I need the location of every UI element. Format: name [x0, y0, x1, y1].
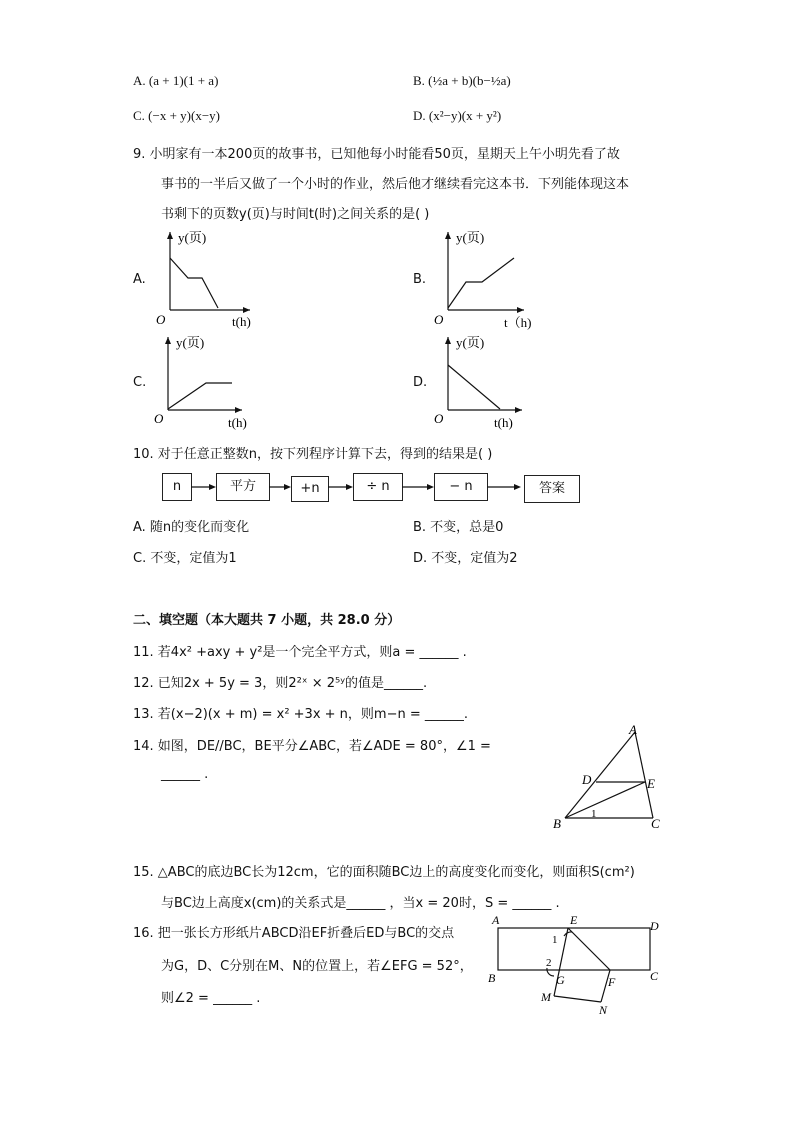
q14-line-1: 14. 如图，DE//BC，BE平分∠ABC，若∠ADE = 80°，∠1 = — [133, 739, 491, 754]
x-axis-label: t（h) — [504, 315, 532, 330]
q10-option-c: C. 不变，定值为1 — [133, 551, 237, 566]
q9-graph-a — [150, 226, 260, 330]
point-e-label: E — [570, 913, 578, 927]
flow-box-divide-n: ÷ n — [353, 473, 403, 501]
q8-option-c: C. (−x + y)(x−y) — [133, 108, 220, 123]
y-axis-label: y(页) — [176, 335, 205, 350]
x-axis-label: t(h) — [228, 415, 247, 430]
origin-label: O — [154, 411, 164, 426]
q15-line-1: 15. △ABC的底边BC长为12cm，它的面积随BC边上的高度变化而变化，则面积S(cm²) — [133, 865, 635, 880]
q16-fold-figure — [484, 910, 674, 1018]
q8-option-b: B. (½a + b)(b−½a) — [413, 73, 511, 88]
origin-label: O — [434, 411, 444, 426]
q10-option-a: A. 随n的变化而变化 — [133, 520, 250, 535]
point-b-label: B — [488, 971, 496, 985]
flow-box-minus-n: − n — [434, 473, 488, 501]
q9-graph-b — [430, 226, 545, 332]
q13-text: 13. 若(x−2)(x + m) = x² +3x + n，则m−n = ______. — [133, 707, 468, 722]
q8-option-d: D. (x²−y)(x + y²) — [413, 108, 502, 123]
angle-1-label: 1 — [591, 808, 597, 820]
point-b-label: B — [553, 816, 561, 831]
origin-label: O — [434, 312, 444, 327]
point-g-label: G — [556, 973, 565, 987]
q9-graph-c — [150, 333, 260, 433]
q9-label-d: D. — [413, 375, 428, 390]
section-heading: 二、填空题（本大题共 7 小题，共 28.0 分） — [133, 613, 401, 628]
origin-label: O — [156, 312, 166, 327]
q9-line-1: 9. 小明家有一本200页的故事书，已知他每小时能看50页，星期天上午小明先看了故 — [133, 147, 620, 162]
point-a-label: A — [492, 913, 500, 927]
x-axis-label: t(h) — [232, 314, 251, 329]
point-d-label: D — [650, 919, 659, 933]
q16-line-3: 则∠2 = ______ . — [161, 991, 261, 1006]
q9-line-2: 事书的一半后又做了一个小时的作业，然后他才继续看完这本书．下列能体现这本 — [161, 177, 630, 192]
q15-line-2: 与BC边上高度x(cm)的关系式是______ ，当x = 20时，S = ______ . — [161, 896, 560, 911]
q10-flow-arrows — [160, 472, 590, 506]
q8-option-a: A. (a + 1)(1 + a) — [133, 73, 219, 88]
q10-option-b: B. 不变，总是0 — [413, 520, 504, 535]
flow-box-n: n — [162, 473, 192, 501]
point-c-label: C — [650, 969, 659, 983]
angle-2-label: 2 — [546, 957, 552, 969]
q14-line-2: ______ . — [161, 767, 209, 782]
point-n-label: N — [599, 1003, 608, 1017]
point-f-label: F — [608, 975, 616, 989]
y-axis-label: y(页) — [178, 230, 207, 245]
x-axis-label: t(h) — [494, 415, 513, 430]
angle-1-label: 1 — [552, 934, 558, 946]
q9-graph-d — [430, 333, 540, 433]
flow-box-plus-n: +n — [291, 476, 329, 502]
q9-label-c: C. — [133, 375, 147, 390]
q12-text: 12. 已知2x + 5y = 3，则2²ˣ × 2⁵ʸ的值是______. — [133, 676, 428, 691]
point-e-label: E — [647, 776, 655, 791]
q9-line-3: 书剩下的页数y(页)与时间t(时)之间关系的是( ) — [161, 207, 430, 222]
q10-line-1: 10. 对于任意正整数n，按下列程序计算下去，得到的结果是( ) — [133, 447, 493, 462]
point-d-label: D — [582, 772, 592, 787]
flow-box-square: 平方 — [216, 473, 270, 501]
q16-line-2: 为G，D、C分别在M、N的位置上，若∠EFG = 52°， — [161, 959, 473, 974]
q14-triangle-figure — [545, 722, 670, 834]
q11-text: 11. 若4x² +axy + y²是一个完全平方式，则a = ______ . — [133, 645, 467, 660]
q10-option-d: D. 不变，定值为2 — [413, 551, 518, 566]
q9-label-b: B. — [413, 272, 427, 287]
point-c-label: C — [651, 816, 660, 831]
y-axis-label: y(页) — [456, 335, 485, 350]
point-a-label: A — [629, 722, 637, 737]
y-axis-label: y(页) — [456, 230, 485, 245]
q9-label-a: A. — [133, 272, 146, 287]
point-m-label: M — [541, 990, 551, 1004]
q16-line-1: 16. 把一张长方形纸片ABCD沿EF折叠后ED与BC的交点 — [133, 926, 455, 941]
flow-box-answer: 答案 — [524, 475, 580, 503]
